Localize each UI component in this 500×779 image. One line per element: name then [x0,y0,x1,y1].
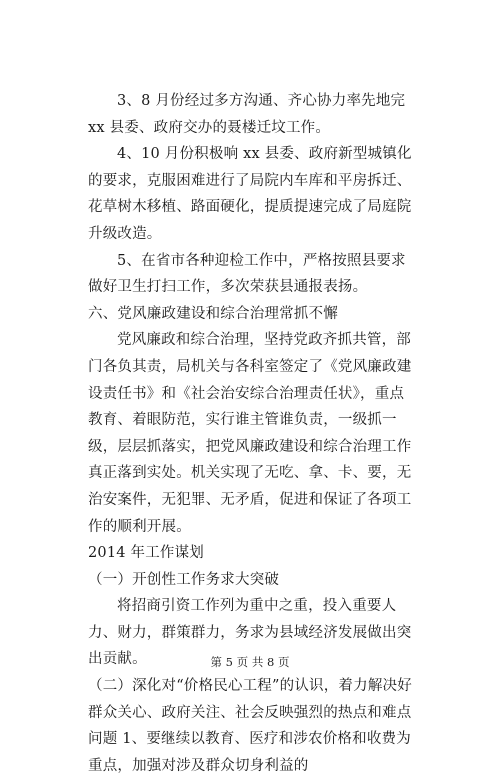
paragraph-price-project: （二）深化对“价格民心工程”的认识，着力解决好群众关心、政府关注、社会反映强烈的热点和难点问题 1、要继续以教育、医疗和涉农价格和收费为重点，加强对涉及群众切身利益的 [88,678,412,774]
paragraph-item-3: 3、8 月份经过多方沟通、齐心协力率先地完 xx 县委、政府交办的聂楼迁坟工作。 [88,93,406,136]
document-body [88,88,418,779]
paragraph-party-conduct: 党风廉政和综合治理，坚持党政齐抓共管，部门各负其责，局机关与各科室签定了《党风廉政建设责任书》和《社会治安综合治理责任状》，重点教育、着眼防范，实行谁主管谁负责，一级抓一级，层层抓落实，把党风廉政建设和综合治理工作真正落到实处。机关实现了无吃、拿、卡、要，无治安案件，无犯罪、无矛盾，促进和保证了各项工作的顺利开展。 [88,332,412,535]
paragraph-item-5: 5、在省市各种迎检工作中，严格按照县要求做好卫生打扫工作，多次荣获县通报表扬。 [88,252,406,296]
paragraph-item-4: 4、10 月份积极响 xx 县委、政府新型城镇化的要求，克服困难进行了局院内车库和平房拆迁、花草树木移植、路面硬化，提质提速完成了局庭院升级改造。 [88,146,412,242]
section-heading-2014-plan: 2014 年工作谋划 [88,545,205,562]
paragraph-investment: 将招商引资工作列为重中之重，投入重要人力、财力，群策群力，务求为县域经济发展做出突出贡献。 [88,598,412,668]
subheading-pioneering-work: （一）开创性工作务求大突破 [88,571,280,588]
section-heading-party-conduct: 六、党风廉政建设和综合治理常抓不懈 [88,305,338,322]
page-footer: 第 5 页 共 8 页 [210,655,290,669]
